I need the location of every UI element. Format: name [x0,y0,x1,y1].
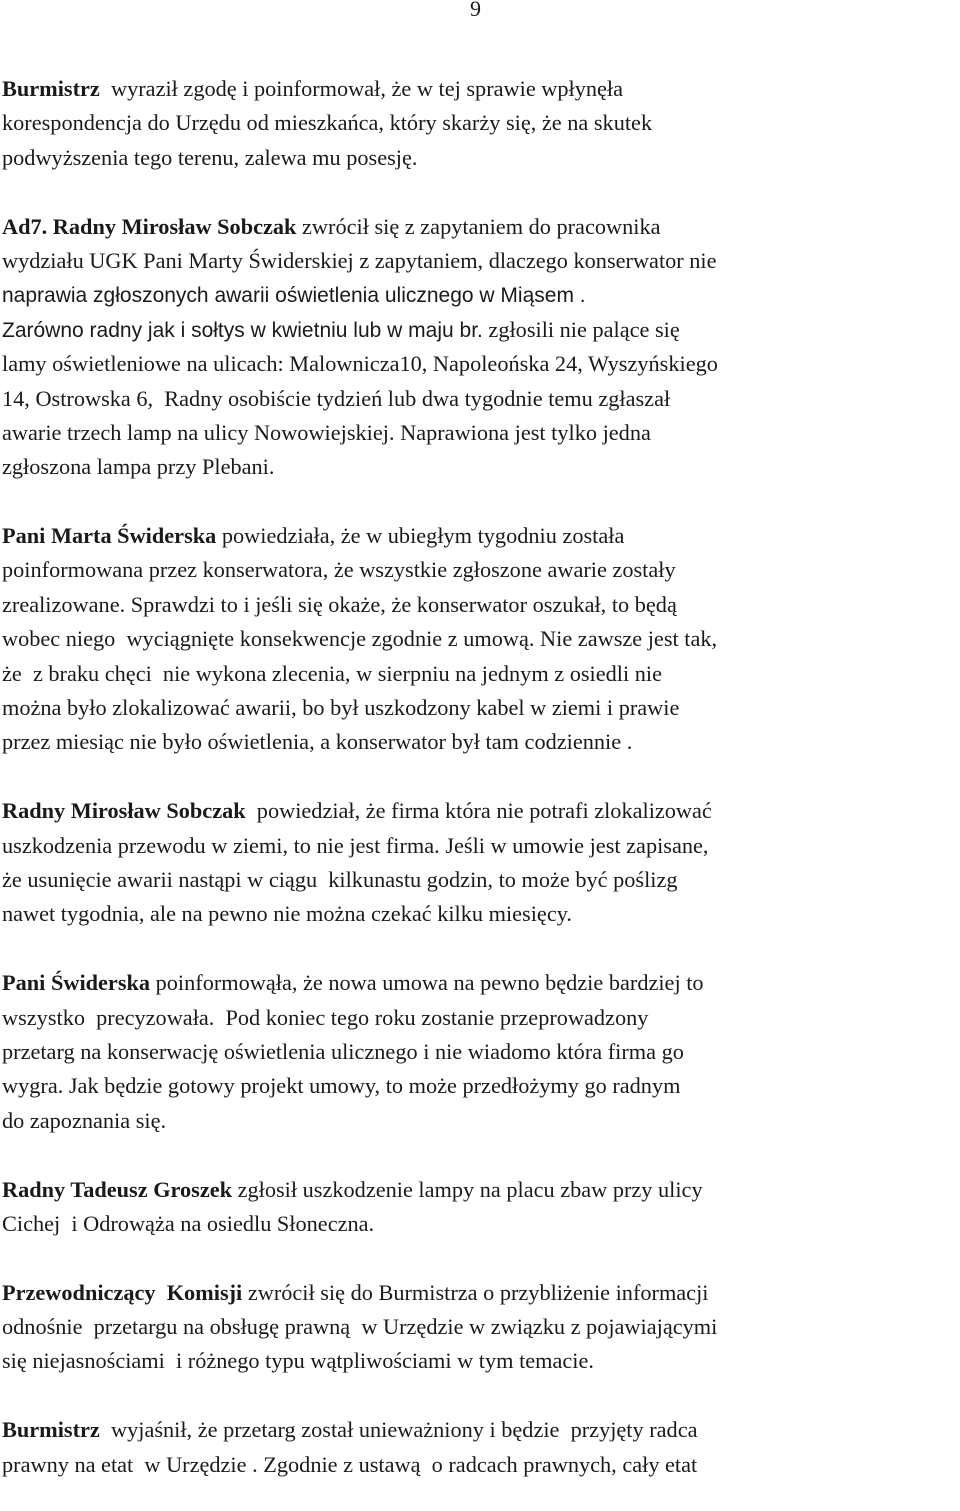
text-segment: wyraził zgodę i poinformował, że w tej sprawie wpłynęła [99,76,624,101]
text-segment: 14, Ostrowska 6, Radny osobiście tydzień lub dwa tygodnie temu zgłaszał [2,385,671,411]
text-line [2,1276,958,1310]
text-segment: lamy oświetleniowe na ulicach: Malownicza10, Napoleońska 24, Wyszyńskiego [2,351,718,377]
text-line [2,416,958,450]
text-segment: że usunięcie awarii nastąpi w ciągu kilkunastu godzin, to może być poślizg [2,866,678,892]
text-segment: uszkodzenia przewodu w ziemi, to nie jest firma. Jeśli w umowie jest zapisane, [2,832,709,858]
speaker-name: Radny Mirosław Sobczak [2,798,246,824]
text-segment: naprawia zgłoszonych awarii oświetlenia ulicznego w Miąsem . [2,284,586,308]
text-segment: wszystko precyzowała. Pod koniec tego roku zostanie przeprowadzony [2,1004,649,1030]
text-line [2,347,958,381]
document-body [2,72,958,1482]
text-line [2,1310,958,1344]
text-line [2,1069,958,1103]
text-segment: wygra. Jak będzie gotowy projekt umowy, to może przedłożymy go radnym [2,1073,681,1099]
text-segment: można było zlokalizować awarii, bo był uszkodzony kabel w ziemi i prawie [2,695,680,721]
text-line [2,106,958,140]
text-line [2,829,958,863]
text-line [2,553,958,587]
text-segment: odnośnie przetargu na obsługę prawną w Urzędzie w związku z pojawiającymi [2,1314,718,1340]
text-segment: nawet tygodnia, ale na pewno nie można czekać kilku miesięcy. [2,901,572,927]
text-line [2,691,958,725]
text-segment: korespondencja do Urzędu od mieszkańca, który skarży się, że na skutek [2,110,653,136]
text-segment: zgłoszona lampa przy Plebani. [2,454,275,480]
text-segment: zgłosił uszkodzenie lampy na placu zbaw przy ulicy [232,1176,703,1202]
text-line [2,1035,958,1069]
text-line [2,1207,958,1241]
paragraph [2,966,958,1138]
text-segment: prawny na etat w Urzędzie . Zgodnie z ustawą o radcach prawnych, cały etat [2,1451,698,1477]
text-segment: przez miesiąc nie było oświetlenia, a konserwator był tam codziennie . [2,729,633,755]
text-line [2,1448,958,1482]
paragraph [2,1413,958,1482]
text-line [2,72,958,106]
text-segment: poinformowąła, że nowa umowa na pewno będzie bardziej to [150,970,704,996]
paragraph [2,1173,958,1242]
speaker-name: Radny Tadeusz Groszek [2,1176,233,1202]
page-number: 9 [470,0,481,21]
text-line [2,1344,958,1378]
text-line [2,622,958,656]
text-segment: zrealizowane. Sprawdzi to i jeśli się okaże, że konserwator oszukał, to będą [2,591,677,617]
text-line [2,278,958,312]
paragraph [2,72,958,175]
text-segment: że z braku chęci nie wykona zlecenia, w sierpniu na jednym z osiedli nie [2,660,662,686]
text-line [2,1173,958,1207]
text-line [2,450,958,484]
text-line [2,519,958,553]
speaker-name: Przewodniczący Komisji [2,1279,243,1305]
text-line [2,794,958,828]
text-segment: powiedziała, że w ubiegłym tygodniu została [216,523,625,549]
paragraph [2,794,958,932]
text-line [2,1104,958,1138]
text-line [2,210,958,244]
text-line [2,897,958,931]
text-line [2,657,958,691]
text-line [2,313,958,347]
speaker-name: Pani Świderska [2,970,151,996]
text-line [2,244,958,278]
speaker-name: Burmistrz [2,76,100,101]
speaker-name: Pani Marta Świderska [2,523,217,549]
text-segment: zwrócił się do Burmistrza o przybliżenie informacji [242,1279,709,1305]
text-segment: wyjaśnił, że przetarg został unieważniony i będzie przyjęty radca [99,1417,698,1443]
text-segment: poinformowana przez konserwatora, że wszystkie zgłoszone awarie zostały [2,557,676,583]
text-line [2,725,958,759]
text-segment: wydziału UGK Pani Marty Świderskiej z zapytaniem, dlaczego konserwator nie [2,247,717,273]
text-segment: podwyższenia tego terenu, zalewa mu posesję. [2,144,418,170]
speaker-name: Burmistrz [2,1417,100,1443]
text-line [2,382,958,416]
text-segment: się niejasnościami i różnego typu wątpliwościami w tym temacie. [2,1348,594,1374]
paragraph [2,1276,958,1379]
text-segment: wobec niego wyciągnięte konsekwencje zgodnie z umową. Nie zawsze jest tak, [2,626,718,652]
text-segment: przetarg na konserwację oświetlenia ulicznego i nie wiadomo która firma go [2,1038,684,1064]
text-segment: do zapoznania się. [2,1107,167,1133]
text-line [2,863,958,897]
speaker-name: Ad7. Radny Mirosław Sobczak [2,213,297,239]
text-segment: zwrócił się z zapytaniem do pracownika [296,213,661,239]
paragraph [2,210,958,485]
text-line [2,1001,958,1035]
text-segment: Zarówno radny jak i sołtys w kwietniu lub w maju br. [2,318,483,342]
text-line [2,588,958,622]
paragraph [2,519,958,760]
text-segment: Cichej i Odrowąża na osiedlu Słoneczna. [2,1210,375,1236]
text-segment: zgłosili nie palące się [482,316,680,342]
text-line [2,966,958,1000]
text-segment: powiedział, że firma która nie potrafi zlokalizować [245,798,712,824]
text-line [2,1413,958,1447]
text-segment: awarie trzech lamp na ulicy Nowowiejskiej. Naprawiona jest tylko jedna [2,419,651,445]
text-line [2,141,958,175]
